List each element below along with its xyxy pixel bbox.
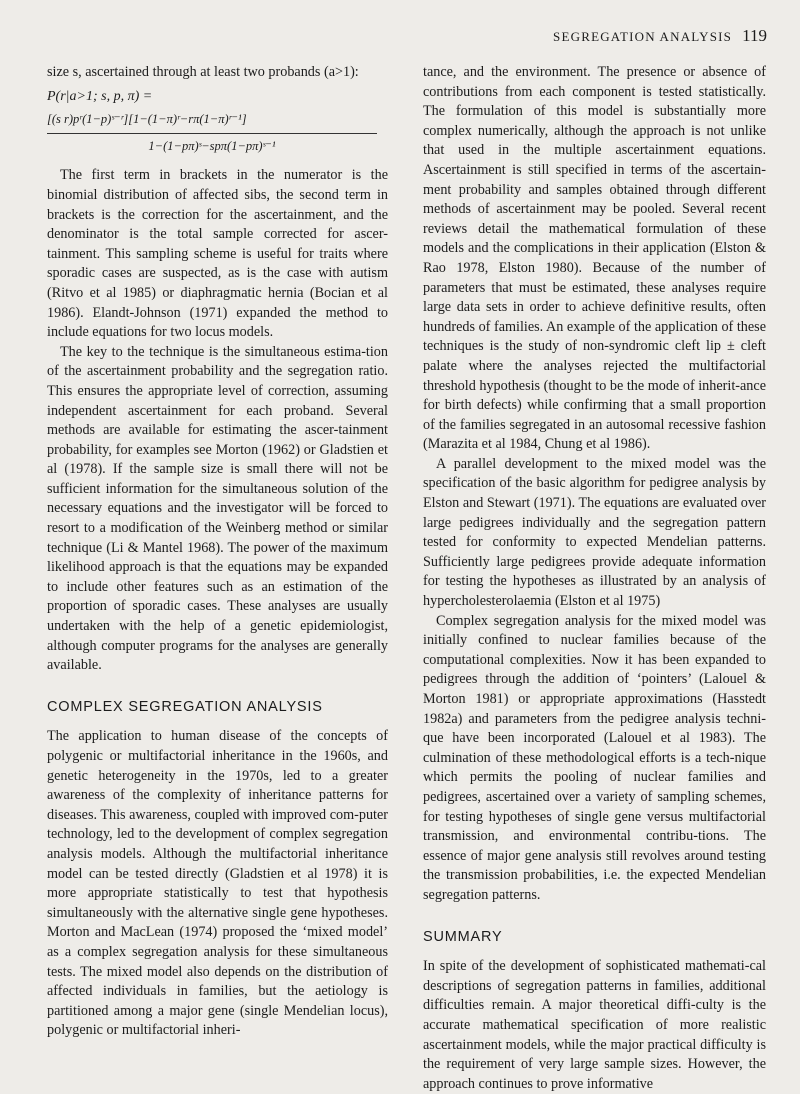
right-column <box>423 63 766 1094</box>
formula-lhs: P(r|a>1; s, p, π) = <box>47 88 153 104</box>
formula-numerator: [(s r)pʳ(1−p)ˢ⁻ʳ][1−(1−π)ʳ−rπ(1−π)ʳ⁻¹] <box>47 112 247 127</box>
section-heading: COMPLEX SEGREGATION ANALYSIS <box>47 698 323 715</box>
paragraph: In spite of the development of sophisticated mathemati-cal descriptions of segregation patterns in families, additional difficulties remain. A major theoretical diffi-culty is the accurate mathematical specification of more realistic ascertainment models, while the major practical difficulty is the requirement of very large sample sizes. However, the approach continues to prove informative <box>423 958 766 1092</box>
section-heading: SUMMARY <box>423 928 503 945</box>
left-column <box>47 63 388 1041</box>
paragraph: tance, and the environment. The presence or absence of contributions from each component is tested statistically. The formulation of this model is substantially more complex numerically, although the approach is not unlike that used in the multiple ascertainment equations. Ascertainment is still specified in terms of the ascertain-ment probability and samples obtained through different methods of ascertainment may be pooled. Several recent reviews detail the mathematical formulation of these models and the complications in their application (Elston & Rao 1978, Elston 1980). Because of the number of parameters that must be estimated, these analyses require large data sets in order to achieve definitive results, often hundreds of families. An example of the application of these techniques is the study of non-syndromic cleft lip ± cleft palate where the analyses rejected the multifactorial threshold hypothesis (thought to be the mode of inherit-ance for birth defects) while confirming that a small proportion of the families segregated in an autosomal recessive fashion (Marazita et al 1984, Chung et al 1986). <box>423 64 766 453</box>
ascertainment-formula <box>47 87 388 157</box>
running-head <box>553 26 767 46</box>
paragraph: The key to the technique is the simultaneous estima-tion of the ascertainment probability and the segregation ratio. This ensures the appropriate level of correction, assuming independent ascertainment for each proband. Several methods are available for estimating the ascer-tainment probability, for examples see Morton (1962) or Gladstien et al (1978). If the sample size is small there will not be sufficient information for the simultaneous solution of the necessary equations and the investigator will be forced to resort to a modification of the Weinberg method or similar technique (Li & Mantel 1968). The power of the maximum likelihood approach is that the equations may be expanded to include other features such as an estimation of the proportion of sporadic cases. These analyses are usually undertaken with the help of a genetic epidemiologist, although computer programs for the analyses are generally available. <box>47 343 388 674</box>
paragraph: The application to human disease of the concepts of polygenic or multifactorial inheritance in the 1960s, and genetic heterogeneity in the 1970s, led to a greater awareness of the complexity of inheritance patterns for diseases. This awareness, coupled with improved com-puter technology, led to the development of complex segregation analysis models. Although the multifactorial inheritance model can be tested directly (Gladstien et al 1978) it is more appropriate statistically to test that hypothesis simultaneously with the alternative single gene hypotheses. Morton and MacLean (1974) proposed the ‘mixed model’ as a complex segregation analysis for these simultaneous tests. The mixed model also depends on the distribution of affected individuals in families, but the aetiology is partitioned among a major gene (single Mendelian locus), polygenic or multifactorial inheri- <box>47 728 388 1039</box>
paragraph: The first term in brackets in the numerator is the binomial distribution of affected sibs, the second term in brackets is the correction for the ascertainment, and the denominator is the total sample corrected for ascer-tainment. This sampling scheme is useful for traits where sporadic cases are suspected, as is the case with autism (Ritvo et al 1985) or diaphragmatic hernia (Bocian et al 1986). Elandt-Johnson (1971) expanded the method to include equations for two locus models. <box>47 167 388 341</box>
paragraph: Complex segregation analysis for the mixed model was initially confined to nuclear families because of the computational complexities. Now it has been expanded to pedigrees through the addition of ‘pointers’ (Lalouel & Morton 1981) or appropriate approximations (Hasstedt 1982a) and parameters from the pedigree analysis techni-que have been incorporated (Lalouel et al 1983). The culmination of these methodological efforts is a tech-nique which permits the pooling of nuclear families and pedigrees, ascertained over a variety of sampling schemes, for testing hypotheses of single gene versus multifactorial transmission, and environmental contribu-tions. The essence of major gene analysis still revolves around testing the transmission probabilities, i.e. the expected Mendelian segregation patterns. <box>423 612 766 903</box>
formula-fraction <box>47 110 377 156</box>
paragraph: A parallel development to the mixed model was the specification of the basic algorithm for pedigree analysis by Elston and Stewart (1971). The equations are evaluated over large pedigrees individually and the segregation pattern tested for conformity to expected Mendelian patterns. Sufficiently large pedigrees provide adequate information for testing the hypotheses as illustrated by an analysis of hypercholesterolaemia (Elston et al 1975) <box>423 455 766 610</box>
formula-intro: size s, ascertained through at least two probands (a>1): <box>47 64 359 80</box>
formula-denominator: 1−(1−pπ)ˢ−spπ(1−pπ)ˢ⁻¹ <box>148 138 276 153</box>
running-head-title: SEGREGATION ANALYSIS <box>553 29 733 44</box>
page-number: 119 <box>742 26 767 45</box>
